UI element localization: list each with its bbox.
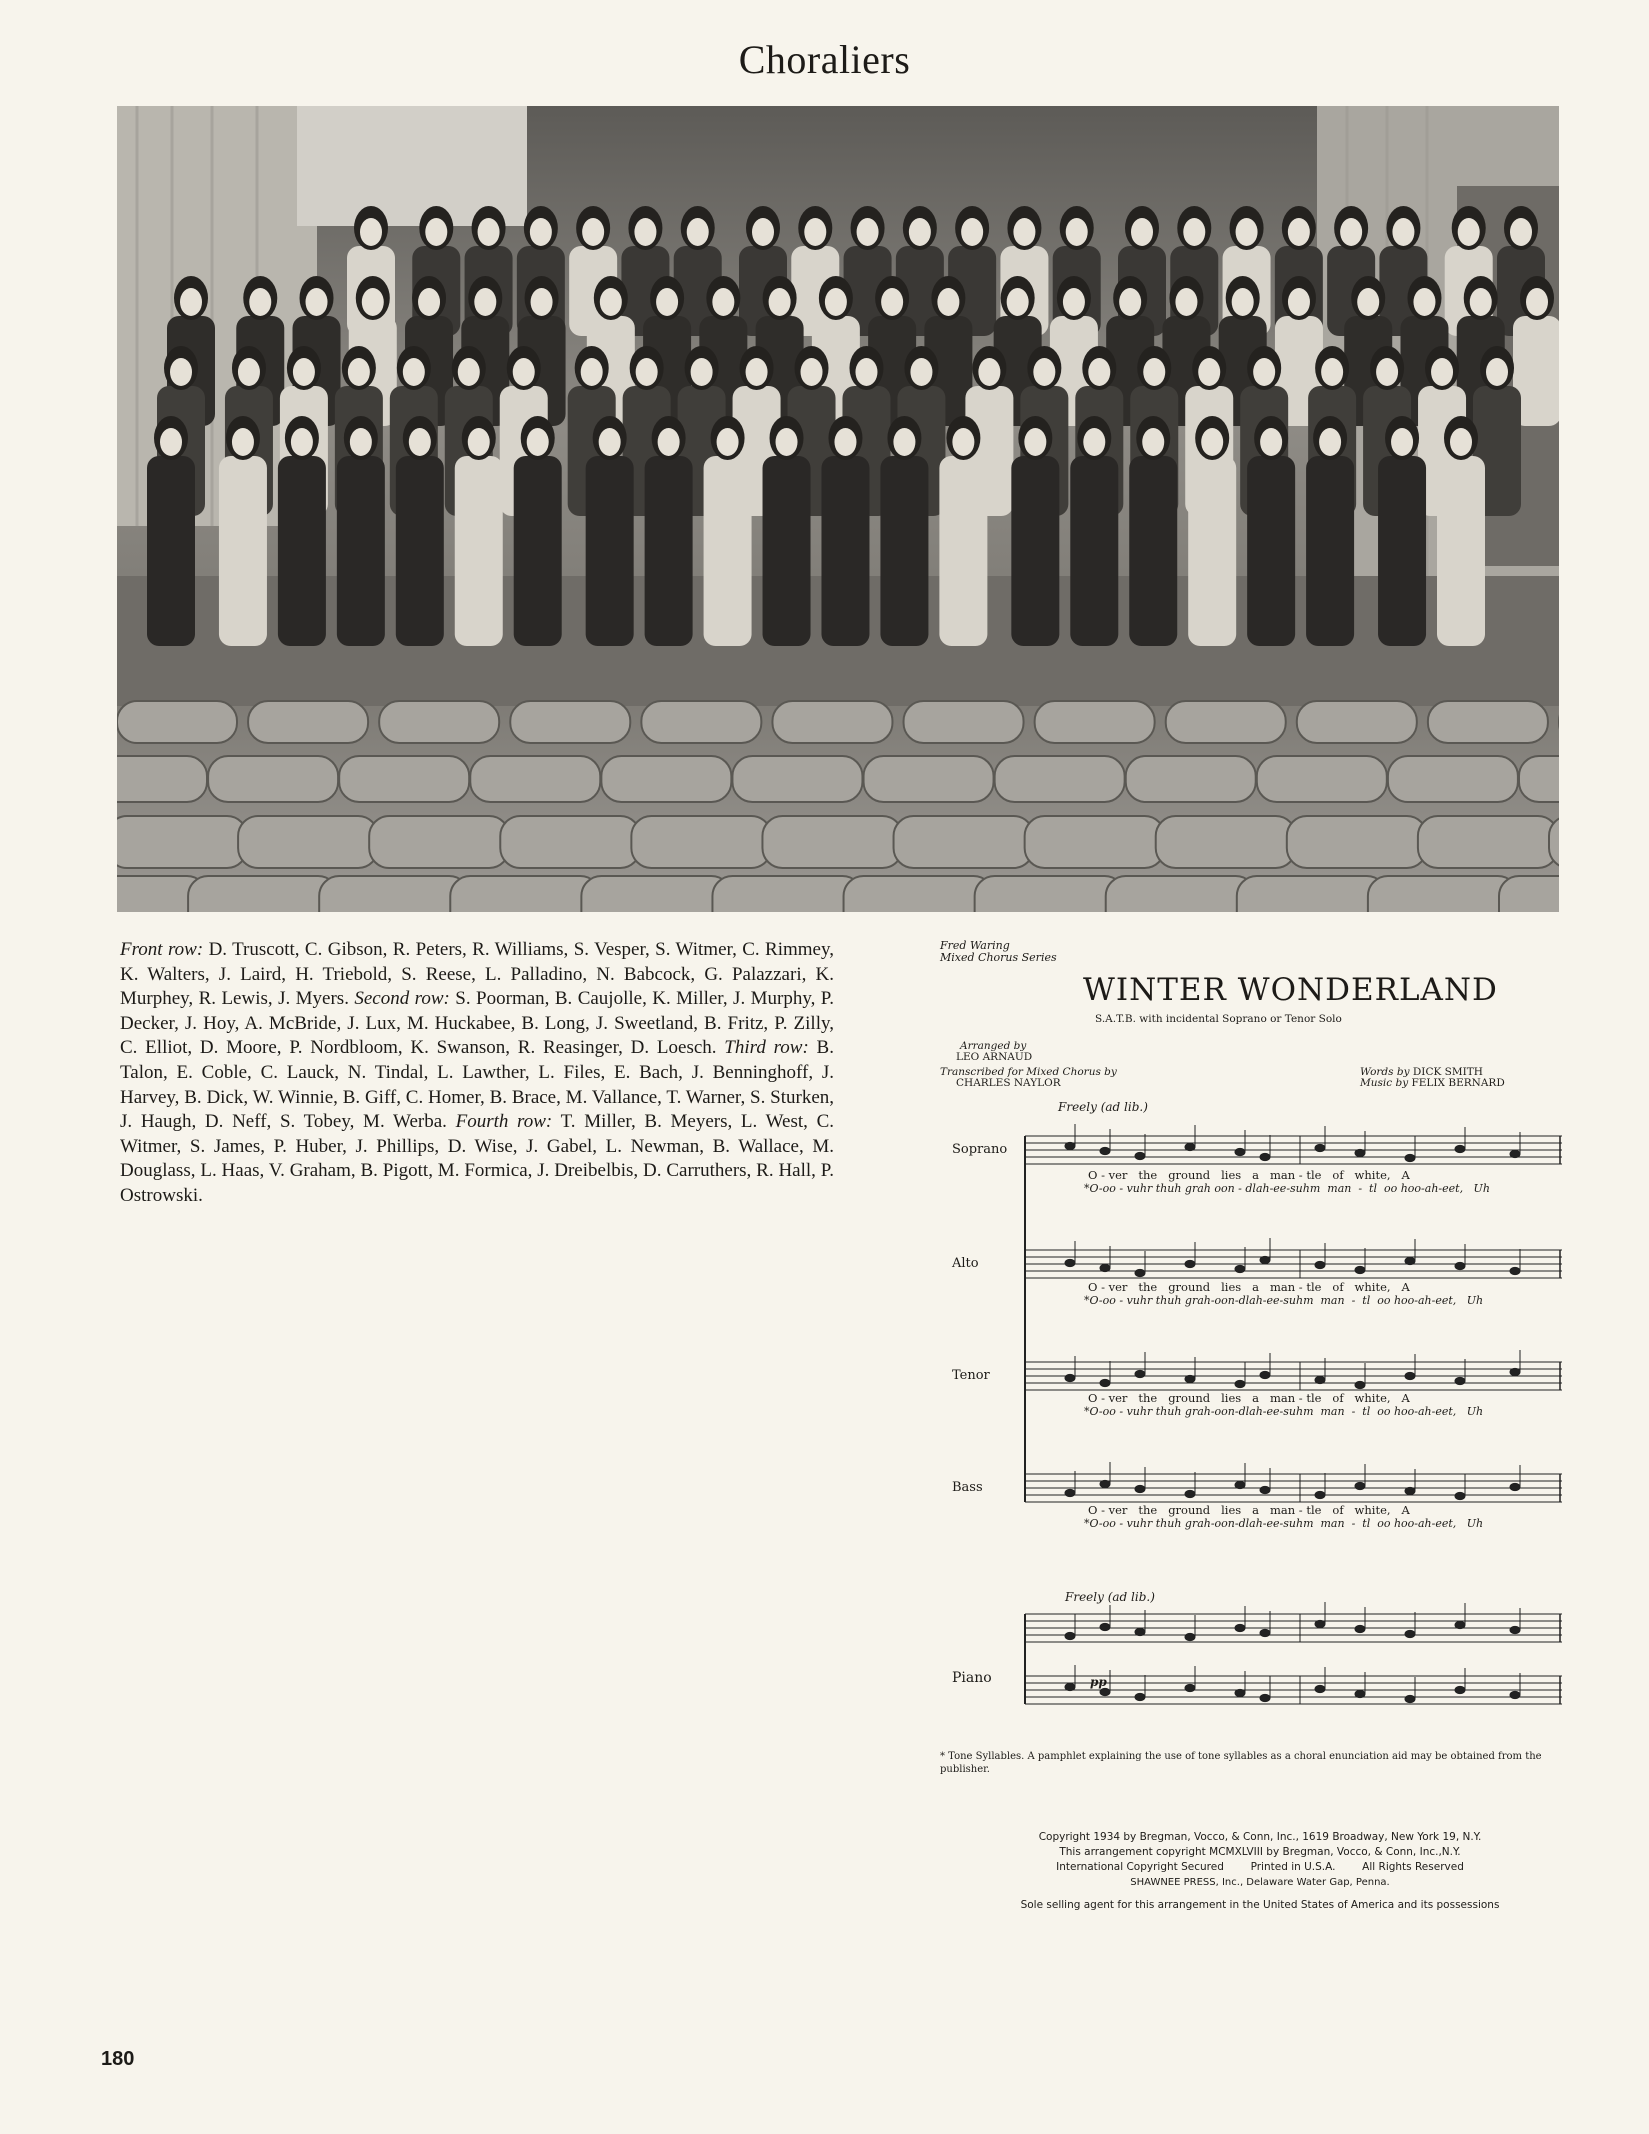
tone-syllables-footnote: * Tone Syllables. A pamphlet explaining the use of tone syllables as a choral enunciation aid may be obtained from the publisher. bbox=[940, 1751, 1542, 1775]
choir-member-face bbox=[527, 428, 549, 456]
note-head bbox=[1355, 1381, 1365, 1388]
music-label: Music by bbox=[1360, 1077, 1409, 1089]
choir-member-face bbox=[801, 358, 823, 386]
choir-member-face bbox=[1260, 428, 1282, 456]
lyric-soprano: O - ver the ground lies a man - tle of white, A bbox=[1088, 1168, 1410, 1182]
choir-member-face bbox=[1526, 288, 1548, 316]
choir-member-face bbox=[1431, 358, 1453, 386]
note-head bbox=[1315, 1144, 1325, 1151]
arranged-label: Arranged by bbox=[960, 1040, 1027, 1052]
choir-member-face bbox=[1143, 358, 1165, 386]
auditorium-seat bbox=[238, 816, 378, 868]
song-title: WINTER WONDERLAND bbox=[1083, 972, 1498, 1008]
second-row-names: S. Poorman, B. Caujolle, K. Miller, J. Murphy, P. Decker, J. Hoy, A. McBride, J. Lux, M. Huckabee, B. Long, J. Sweetland, B. Fritz, P. Zilly, C. Elliot, D. Moore, P. Nordbloom, K. Swanson, R. Reasinger, D. Loesch. bbox=[120, 988, 835, 1059]
choir-member-face bbox=[582, 218, 604, 246]
choir-member-face bbox=[170, 358, 192, 386]
voice-label-tenor: Tenor bbox=[952, 1368, 990, 1383]
choir-member-face bbox=[468, 428, 490, 456]
note-head bbox=[1315, 1261, 1325, 1268]
syllables-soprano: *O-oo - vuhr thuh grah oon - dlah-ee-suhm man - tl oo hoo-ah-eet, Uh bbox=[1084, 1182, 1490, 1195]
note-head bbox=[1185, 1633, 1195, 1640]
front-row-names: D. Truscott, C. Gibson, R. Peters, R. Williams, S. Vesper, S. Witmer, C. Rimmey, K. Walters, J. Laird, H. Triebold, S. Reese, L. Palladino, N. Babcock, G. Palazzari, K. Murphey, R. Lewis, J. Myers. bbox=[120, 939, 835, 1010]
lyric-tenor: O - ver the ground lies a man - tle of white, A bbox=[1088, 1391, 1410, 1405]
choir-member-figure bbox=[704, 456, 752, 646]
note-head bbox=[1260, 1486, 1270, 1493]
choir-member-face bbox=[1066, 218, 1088, 246]
choir-member-figure bbox=[880, 456, 928, 646]
note-head bbox=[1510, 1691, 1520, 1698]
choir-member-figure bbox=[1129, 456, 1177, 646]
note-head bbox=[1135, 1370, 1145, 1377]
music-by: FELIX BERNARD bbox=[1411, 1077, 1505, 1089]
choir-member-figure bbox=[586, 456, 634, 646]
note-head bbox=[1405, 1630, 1415, 1637]
choir-member-face bbox=[634, 218, 656, 246]
voice-label-bass: Bass bbox=[952, 1480, 983, 1495]
choir-member-face bbox=[952, 428, 974, 456]
choir-member-figure bbox=[1188, 456, 1236, 646]
choir-member-face bbox=[1236, 218, 1258, 246]
choir-member-face bbox=[855, 358, 877, 386]
choir-member-face bbox=[658, 428, 680, 456]
choir-member-figure bbox=[1247, 456, 1295, 646]
auditorium-seat bbox=[1257, 756, 1387, 802]
copyright-block bbox=[960, 1830, 1560, 1913]
choir-member-face bbox=[978, 358, 1000, 386]
syllables-alto: *O-oo - vuhr thuh grah-oon-dlah-ee-suhm man - tl oo hoo-ah-eet, Uh bbox=[1084, 1294, 1484, 1307]
piano-label: Piano bbox=[952, 1670, 992, 1686]
auditorium-seat bbox=[631, 816, 771, 868]
selling-agent-line: Sole selling agent for this arrangement in the United States of America and its possessions bbox=[1020, 1899, 1500, 1911]
auditorium-seat bbox=[1499, 876, 1559, 912]
music-staves bbox=[940, 940, 1570, 1740]
choir-member-face bbox=[881, 288, 903, 316]
note-head bbox=[1100, 1379, 1110, 1386]
choir-member-figure bbox=[763, 456, 811, 646]
choir-group-photo bbox=[117, 106, 1559, 912]
choir-member-face bbox=[1183, 218, 1205, 246]
choir-member-figure bbox=[1011, 456, 1059, 646]
choir-member-face bbox=[1024, 428, 1046, 456]
note-head bbox=[1405, 1154, 1415, 1161]
auditorium-seat bbox=[510, 701, 630, 743]
choir-member-face bbox=[409, 428, 431, 456]
auditorium-seat bbox=[1126, 756, 1256, 802]
note-head bbox=[1065, 1259, 1075, 1266]
choir-member-face bbox=[1413, 288, 1435, 316]
note-head bbox=[1135, 1628, 1145, 1635]
choir-member-face bbox=[776, 428, 798, 456]
copyright-line2: This arrangement copyright MCMXLVIII by Bregman, Vocco, & Conn, Inc.,N.Y. bbox=[1059, 1846, 1461, 1858]
choir-member-face bbox=[306, 288, 328, 316]
choir-member-face bbox=[746, 358, 768, 386]
choir-member-face bbox=[804, 218, 826, 246]
third-row-names: B. Talon, E. Coble, C. Lauck, N. Tindal, L. Lawther, L. Files, E. Bach, J. Benninghoff, J. Harvey, B. Dick, W. Winnie, B. Giff, C. Homer, B. Brace, M. Vallance, T. Warner, S. Sturken, J. Haugh, D. Neff, S. Tobey, M. Werba. bbox=[120, 1037, 834, 1133]
choir-member-figure bbox=[645, 456, 693, 646]
syllables-bass: *O-oo - vuhr thuh grah-oon-dlah-ee-suhm man - tl oo hoo-ah-eet, Uh bbox=[1084, 1517, 1484, 1530]
note-head bbox=[1455, 1621, 1465, 1628]
song-subtitle: S.A.T.B. with incidental Soprano or Tenor Solo bbox=[1095, 1013, 1342, 1025]
choir-member-face bbox=[1201, 428, 1223, 456]
auditorium-seat bbox=[248, 701, 368, 743]
auditorium-seat bbox=[1297, 701, 1417, 743]
choir-member-face bbox=[1288, 218, 1310, 246]
auditorium-seat bbox=[1106, 876, 1256, 912]
choir-member-face bbox=[1142, 428, 1164, 456]
note-head bbox=[1065, 1632, 1075, 1639]
third-row-label: Third row: bbox=[724, 1037, 809, 1059]
note-head bbox=[1100, 1623, 1110, 1630]
choir-member-face bbox=[893, 428, 915, 456]
choir-member-figure bbox=[821, 456, 869, 646]
fourth-row-label: Fourth row: bbox=[455, 1111, 553, 1133]
auditorium-seat bbox=[339, 756, 469, 802]
note-head bbox=[1260, 1256, 1270, 1263]
choir-member-face bbox=[834, 428, 856, 456]
note-head bbox=[1235, 1148, 1245, 1155]
choir-member-figure bbox=[278, 456, 326, 646]
auditorium-seat bbox=[117, 816, 247, 868]
auditorium-seat bbox=[1368, 876, 1518, 912]
note-head bbox=[1100, 1147, 1110, 1154]
choir-member-face bbox=[1198, 358, 1220, 386]
choir-member-face bbox=[1083, 428, 1105, 456]
second-row-label: Second row: bbox=[354, 988, 450, 1010]
choir-member-face bbox=[1033, 358, 1055, 386]
note-head bbox=[1100, 1688, 1110, 1695]
auditorium-seat bbox=[319, 876, 469, 912]
note-head bbox=[1100, 1264, 1110, 1271]
choir-member-face bbox=[599, 428, 621, 456]
auditorium-seat bbox=[500, 816, 640, 868]
note-head bbox=[1510, 1368, 1520, 1375]
note-head bbox=[1315, 1376, 1325, 1383]
note-head bbox=[1455, 1262, 1465, 1269]
choir-member-face bbox=[752, 218, 774, 246]
page-number: 180 bbox=[101, 2048, 135, 2070]
fourth-row-names: T. Miller, B. Meyers, L. West, C. Witmer, S. James, P. Huber, J. Phillips, D. Wise, J. Gabel, L. Newman, B. Wallace, M. Douglass, L. Haas, V. Graham, B. Pigott, M. Formica, J. Dreibelbis, D. Carruthers, R. Hall, P. Ostrowski. bbox=[120, 1111, 834, 1206]
choir-member-face bbox=[291, 428, 313, 456]
choir-member-face bbox=[909, 218, 931, 246]
auditorium-seat bbox=[844, 876, 994, 912]
choir-member-face bbox=[961, 218, 983, 246]
choir-member-figure bbox=[939, 456, 987, 646]
auditorium-seat bbox=[1035, 701, 1155, 743]
auditorium-seat bbox=[1025, 816, 1165, 868]
note-head bbox=[1510, 1483, 1520, 1490]
choir-member-face bbox=[474, 288, 496, 316]
tempo-marking: Freely (ad lib.) bbox=[1058, 1100, 1148, 1114]
auditorium-seat bbox=[1156, 816, 1296, 868]
choir-member-face bbox=[458, 358, 480, 386]
choir-member-face bbox=[1357, 288, 1379, 316]
copyright-line1: Copyright 1934 by Bregman, Vocco, & Conn, Inc., 1619 Broadway, New York 19, N.Y. bbox=[1038, 1831, 1482, 1843]
lyric-alto: O - ver the ground lies a man - tle of white, A bbox=[1088, 1280, 1410, 1294]
choir-member-face bbox=[1340, 218, 1362, 246]
note-head bbox=[1315, 1491, 1325, 1498]
copyright-line3: International Copyright Secured Printed in U.S.A. All Rights Reserved bbox=[1056, 1861, 1464, 1873]
choir-member-face bbox=[232, 428, 254, 456]
auditorium-seat bbox=[1428, 701, 1548, 743]
choir-member-face bbox=[1510, 218, 1532, 246]
auditorium-seat bbox=[188, 876, 338, 912]
choir-member-figure bbox=[147, 456, 195, 646]
auditorium-seat bbox=[1519, 756, 1559, 802]
note-head bbox=[1235, 1624, 1245, 1631]
note-head bbox=[1135, 1269, 1145, 1276]
note-head bbox=[1135, 1485, 1145, 1492]
choir-member-face bbox=[687, 218, 709, 246]
choir-member-figure bbox=[1306, 456, 1354, 646]
note-head bbox=[1100, 1480, 1110, 1487]
auditorium-seat bbox=[1418, 816, 1558, 868]
choir-member-face bbox=[249, 288, 271, 316]
choir-member-face bbox=[531, 288, 553, 316]
note-head bbox=[1065, 1374, 1075, 1381]
note-head bbox=[1355, 1625, 1365, 1632]
choir-member-face bbox=[1013, 218, 1035, 246]
choir-member-face bbox=[1486, 358, 1508, 386]
auditorium-seat bbox=[1287, 816, 1427, 868]
note-head bbox=[1185, 1684, 1195, 1691]
auditorium-seat bbox=[975, 876, 1125, 912]
choir-member-face bbox=[1321, 358, 1343, 386]
choir-member-face bbox=[1088, 358, 1110, 386]
words-label: Words by bbox=[1360, 1066, 1410, 1078]
note-head bbox=[1235, 1380, 1245, 1387]
auditorium-seat bbox=[894, 816, 1034, 868]
note-head bbox=[1260, 1694, 1270, 1701]
note-head bbox=[1185, 1260, 1195, 1267]
note-head bbox=[1185, 1143, 1195, 1150]
choir-member-figure bbox=[219, 456, 267, 646]
choir-member-face bbox=[348, 358, 370, 386]
choir-member-face bbox=[656, 288, 678, 316]
publisher-line: SHAWNEE PRESS, Inc., Delaware Water Gap, Penna. bbox=[1130, 1877, 1390, 1888]
choir-member-figure bbox=[514, 456, 562, 646]
choir-member-face bbox=[478, 218, 500, 246]
note-head bbox=[1405, 1695, 1415, 1702]
choir-member-face bbox=[937, 288, 959, 316]
auditorium-seat bbox=[995, 756, 1125, 802]
note-head bbox=[1405, 1487, 1415, 1494]
auditorium-seat bbox=[581, 876, 731, 912]
note-head bbox=[1185, 1490, 1195, 1497]
auditorium-seat bbox=[732, 756, 862, 802]
auditorium-seat bbox=[601, 756, 731, 802]
auditorium-seat bbox=[369, 816, 509, 868]
auditorium-seat bbox=[772, 701, 892, 743]
piano-dynamic: pp bbox=[1090, 1675, 1107, 1689]
lyric-bass: O - ver the ground lies a man - tle of white, A bbox=[1088, 1503, 1410, 1517]
choir-member-face bbox=[1175, 288, 1197, 316]
choir-member-face bbox=[1119, 288, 1141, 316]
note-head bbox=[1065, 1142, 1075, 1149]
choir-member-face bbox=[636, 358, 658, 386]
syllables-tenor: *O-oo - vuhr thuh grah-oon-dlah-ee-suhm man - tl oo hoo-ah-eet, Uh bbox=[1084, 1405, 1484, 1418]
auditorium-seat bbox=[1237, 876, 1387, 912]
note-head bbox=[1260, 1629, 1270, 1636]
note-head bbox=[1355, 1266, 1365, 1273]
note-head bbox=[1065, 1489, 1075, 1496]
choir-member-face bbox=[1450, 428, 1472, 456]
choir-member-face bbox=[293, 358, 315, 386]
transcriber-name: CHARLES NAYLOR bbox=[956, 1077, 1061, 1089]
choir-member-face bbox=[1458, 218, 1480, 246]
choir-member-face bbox=[857, 218, 879, 246]
note-head bbox=[1405, 1257, 1415, 1264]
note-head bbox=[1455, 1377, 1465, 1384]
choir-member-face bbox=[1319, 428, 1341, 456]
arranger-name: LEO ARNAUD bbox=[956, 1051, 1033, 1063]
choir-member-face bbox=[1063, 288, 1085, 316]
choir-member-face bbox=[530, 218, 552, 246]
voice-label-soprano: Soprano bbox=[952, 1142, 1008, 1157]
choir-member-face bbox=[1392, 218, 1414, 246]
series-line2: Mixed Chorus Series bbox=[940, 951, 1057, 964]
front-row-label: Front row: bbox=[120, 939, 204, 960]
note-head bbox=[1510, 1626, 1520, 1633]
choir-member-face bbox=[1253, 358, 1275, 386]
note-head bbox=[1455, 1145, 1465, 1152]
note-head bbox=[1510, 1267, 1520, 1274]
auditorium-seat bbox=[1166, 701, 1286, 743]
choir-member-face bbox=[910, 358, 932, 386]
note-head bbox=[1135, 1152, 1145, 1159]
choir-member-figure bbox=[1437, 456, 1485, 646]
note-head bbox=[1455, 1686, 1465, 1693]
choir-member-face bbox=[418, 288, 440, 316]
note-head bbox=[1260, 1153, 1270, 1160]
note-head bbox=[1455, 1492, 1465, 1499]
choir-member-face bbox=[362, 288, 384, 316]
choir-member-face bbox=[1470, 288, 1492, 316]
photo-caption bbox=[120, 938, 834, 1209]
note-head bbox=[1355, 1482, 1365, 1489]
note-head bbox=[1185, 1375, 1195, 1382]
choir-member-face bbox=[350, 428, 372, 456]
series-line1: Fred Waring bbox=[940, 939, 1010, 952]
choir-member-face bbox=[712, 288, 734, 316]
auditorium-seat bbox=[712, 876, 862, 912]
note-head bbox=[1235, 1265, 1245, 1272]
note-head bbox=[1315, 1620, 1325, 1627]
note-head bbox=[1235, 1481, 1245, 1488]
choir-member-figure bbox=[455, 456, 503, 646]
choir-member-face bbox=[1131, 218, 1153, 246]
auditorium-seat bbox=[208, 756, 338, 802]
note-head bbox=[1135, 1693, 1145, 1700]
auditorium-seat bbox=[864, 756, 994, 802]
auditorium-seat bbox=[641, 701, 761, 743]
choir-member-figure bbox=[337, 456, 385, 646]
choir-member-face bbox=[360, 218, 382, 246]
auditorium-seat bbox=[470, 756, 600, 802]
auditorium-seat bbox=[117, 701, 237, 743]
choir-member-face bbox=[160, 428, 182, 456]
choir-member-face bbox=[581, 358, 603, 386]
auditorium-seat bbox=[450, 876, 600, 912]
auditorium-seat bbox=[762, 816, 902, 868]
choir-member-face bbox=[238, 358, 260, 386]
note-head bbox=[1235, 1689, 1245, 1696]
sheet-music bbox=[940, 940, 1570, 1800]
note-head bbox=[1355, 1149, 1365, 1156]
choir-member-face bbox=[180, 288, 202, 316]
auditorium-seat bbox=[904, 701, 1024, 743]
choir-member-face bbox=[1232, 288, 1254, 316]
piano-tempo-marking: Freely (ad lib.) bbox=[1065, 1590, 1155, 1604]
choir-member-face bbox=[425, 218, 447, 246]
choir-member-face bbox=[403, 358, 425, 386]
note-head bbox=[1065, 1683, 1075, 1690]
note-head bbox=[1355, 1690, 1365, 1697]
choir-member-face bbox=[1391, 428, 1413, 456]
page-title: Choraliers bbox=[738, 37, 911, 82]
note-head bbox=[1315, 1685, 1325, 1692]
choir-member-face bbox=[513, 358, 535, 386]
choir-member-figure bbox=[396, 456, 444, 646]
note-head bbox=[1405, 1372, 1415, 1379]
transcribed-label: Transcribed for Mixed Chorus by bbox=[940, 1066, 1117, 1078]
auditorium-seat bbox=[379, 701, 499, 743]
choir-member-figure bbox=[1378, 456, 1426, 646]
auditorium-seat bbox=[1388, 756, 1518, 802]
group-photo-image bbox=[117, 106, 1559, 912]
choir-member-face bbox=[691, 358, 713, 386]
choir-member-face bbox=[825, 288, 847, 316]
note-head bbox=[1510, 1150, 1520, 1157]
choir-member-face bbox=[1288, 288, 1310, 316]
choir-member-face bbox=[600, 288, 622, 316]
choir-member-face bbox=[717, 428, 739, 456]
choir-member-face bbox=[1376, 358, 1398, 386]
choir-member-face bbox=[1007, 288, 1029, 316]
choir-member-face bbox=[769, 288, 791, 316]
choir-member-figure bbox=[1070, 456, 1118, 646]
auditorium-seat bbox=[117, 756, 207, 802]
note-head bbox=[1260, 1371, 1270, 1378]
voice-label-alto: Alto bbox=[952, 1256, 979, 1271]
words-by: DICK SMITH bbox=[1412, 1066, 1483, 1078]
